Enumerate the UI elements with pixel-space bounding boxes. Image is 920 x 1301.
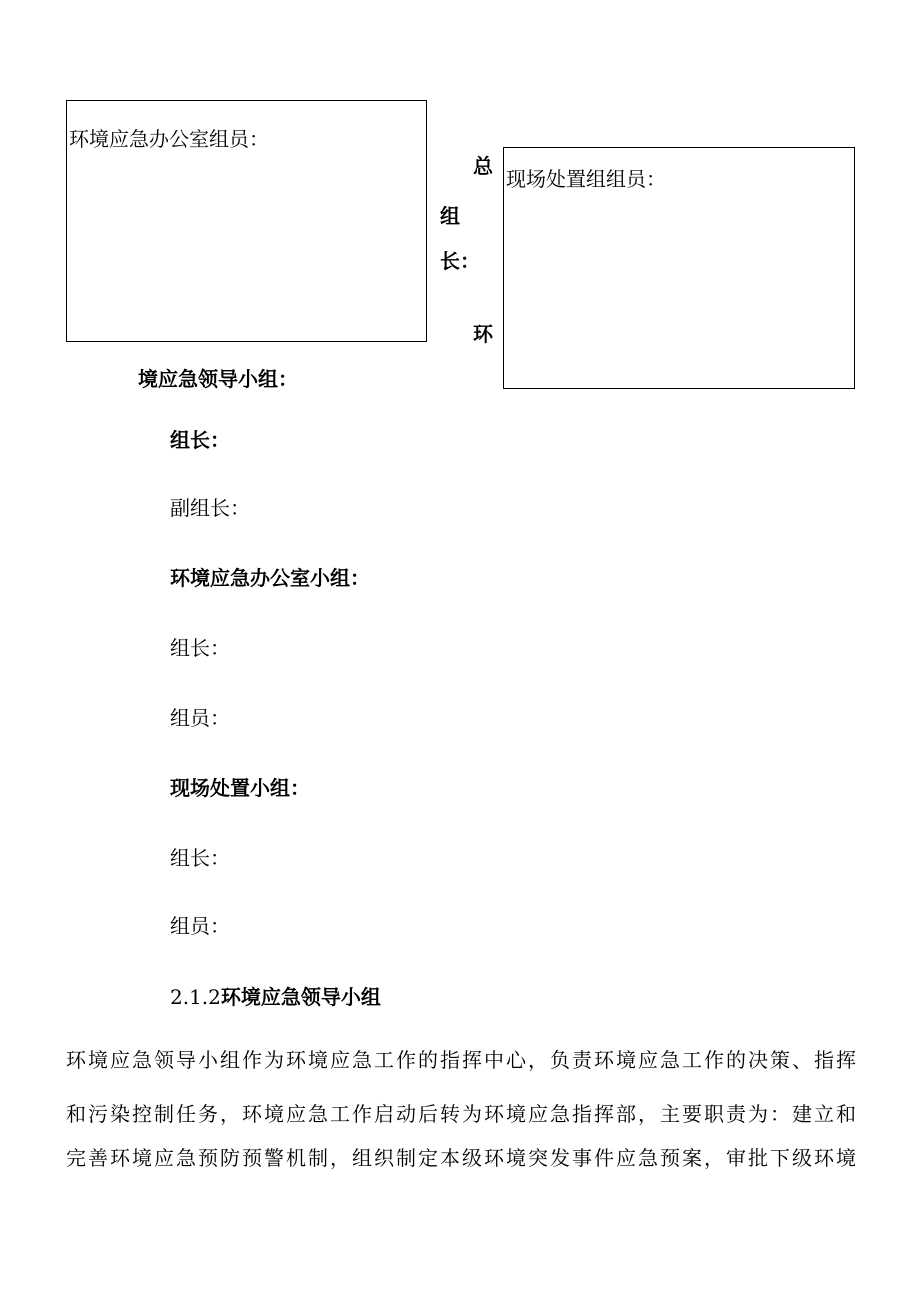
section-number: 2.1.2: [170, 985, 221, 1009]
onsite-group-heading: 现场处置小组：: [170, 776, 310, 800]
vertical-char-zong: 总: [473, 154, 493, 178]
paragraph-line-2: 和污染控制任务，环境应急工作启动后转为环境应急指挥部，主要职责为：建立和: [66, 1102, 856, 1126]
leadership-group-heading: 境应急领导小组：: [138, 367, 298, 391]
office-members-label: 环境应急办公室组员：: [69, 127, 269, 151]
office-members-box: [66, 100, 427, 342]
office-leader-label: 组长：: [170, 636, 230, 660]
onsite-members-box: [503, 147, 855, 389]
section-heading: [170, 981, 381, 1010]
paragraph-line-1: 环境应急领导小组作为环境应急工作的指挥中心，负责环境应急工作的决策、指挥: [66, 1048, 856, 1072]
office-group-heading: 环境应急办公室小组：: [170, 566, 370, 590]
onsite-member-label: 组员：: [170, 914, 230, 938]
section-title: 环境应急领导小组: [220, 985, 381, 1009]
deputy-leader-label: 副组长：: [170, 496, 250, 520]
office-member-label: 组员：: [170, 706, 230, 730]
paragraph-line-3: 完善环境应急预防预警机制，组织制定本级环境突发事件应急预案，审批下级环境: [66, 1146, 856, 1170]
vertical-char-zu: 组: [440, 204, 460, 228]
leader-label: 组长：: [170, 428, 230, 452]
vertical-char-huan: 环: [473, 322, 493, 346]
vertical-char-zhang: 长：: [440, 249, 480, 273]
onsite-leader-label: 组长：: [170, 846, 230, 870]
onsite-members-label: 现场处置组组员：: [506, 167, 666, 191]
